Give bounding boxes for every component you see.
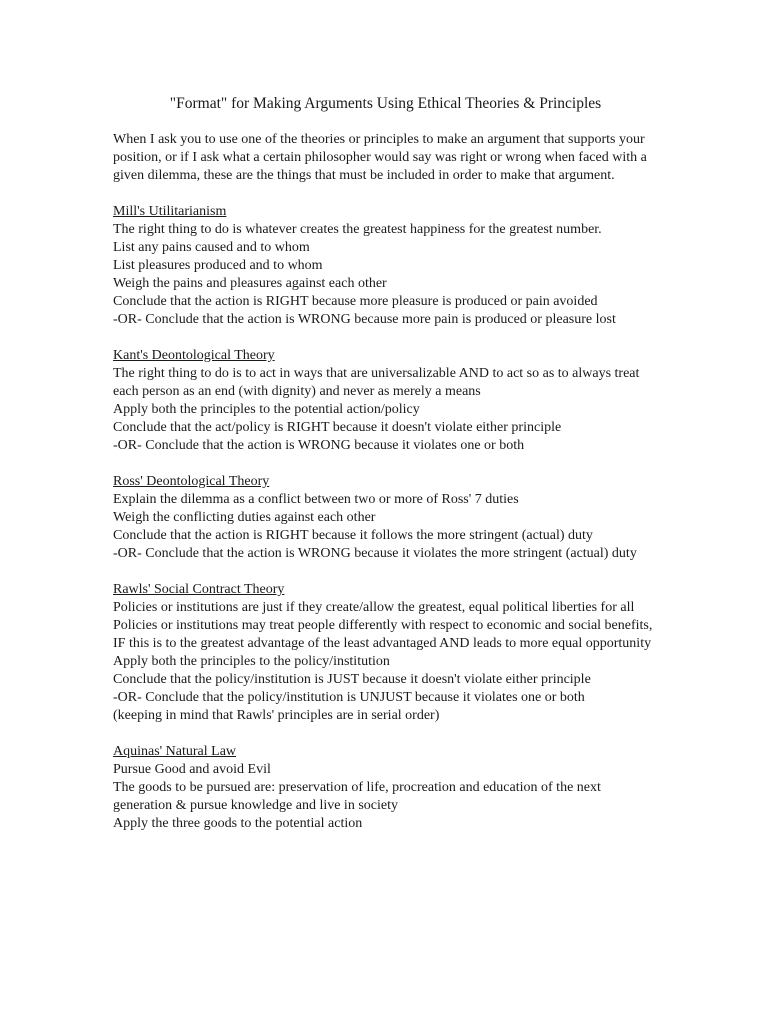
section-line: Conclude that the action is RIGHT because more pleasure is produced or pain avoided xyxy=(113,294,598,309)
section-line: Conclude that the action is RIGHT because it follows the more stringent (actual) duty xyxy=(113,528,593,543)
section-line: Apply both the principles to the policy/institution xyxy=(113,654,390,669)
section-line: Explain the dilemma as a conflict between two or more of Ross' 7 duties xyxy=(113,492,519,507)
section-ross xyxy=(113,473,658,563)
intro-paragraph: When I ask you to use one of the theories or principles to make an argument that supports your position, or if I ask what a certain philosopher would say was right or wrong when faced with a given dilemma, these are the things that must be included in order to make that argument. xyxy=(113,132,647,183)
section-heading: Mill's Utilitarianism xyxy=(113,204,227,219)
section-line: -OR- Conclude that the policy/institution is UNJUST because it violates one or both xyxy=(113,690,585,705)
section-line: (keeping in mind that Rawls' principles are in serial order) xyxy=(113,708,440,723)
section-line: Pursue Good and avoid Evil xyxy=(113,762,271,777)
section-line: Conclude that the policy/institution is JUST because it doesn't violate either principle xyxy=(113,672,591,687)
section-rawls xyxy=(113,581,658,725)
document-page xyxy=(113,94,658,851)
section-line: Weigh the pains and pleasures against each other xyxy=(113,276,387,291)
section-aquinas xyxy=(113,743,658,833)
section-line: Apply both the principles to the potential action/policy xyxy=(113,402,420,417)
section-heading: Kant's Deontological Theory xyxy=(113,348,275,363)
section-line: The right thing to do is to act in ways that are universalizable AND to act so as to always treat each person as an end (with dignity) and never as merely a means xyxy=(113,366,640,399)
section-line: The right thing to do is whatever creates the greatest happiness for the greatest number. xyxy=(113,222,602,237)
section-line: -OR- Conclude that the action is WRONG because it violates the more stringent (actual) duty xyxy=(113,546,637,561)
section-kant xyxy=(113,347,658,455)
document-title: "Format" for Making Arguments Using Ethical Theories & Principles xyxy=(169,95,602,112)
section-line: Policies or institutions are just if they create/allow the greatest, equal political liberties for all xyxy=(113,600,635,615)
section-line: Weigh the conflicting duties against each other xyxy=(113,510,376,525)
section-line: -OR- Conclude that the action is WRONG because it violates one or both xyxy=(113,438,525,453)
section-line: List pleasures produced and to whom xyxy=(113,258,323,273)
section-line: The goods to be pursued are: preservation of life, procreation and education of the next generation & pursue knowledge and live in society xyxy=(113,780,601,813)
section-line: Policies or institutions may treat people differently with respect to economic and social benefits, IF this is to the greatest advantage of the least advantaged AND leads to more equal opportunity xyxy=(113,618,653,651)
section-line: -OR- Conclude that the action is WRONG because more pain is produced or pleasure lost xyxy=(113,312,616,327)
section-line: Conclude that the act/policy is RIGHT because it doesn't violate either principle xyxy=(113,420,562,435)
section-line: Apply the three goods to the potential action xyxy=(113,816,363,831)
section-heading: Ross' Deontological Theory xyxy=(113,474,270,489)
section-heading: Aquinas' Natural Law xyxy=(113,744,237,759)
section-heading: Rawls' Social Contract Theory xyxy=(113,582,285,597)
section-mill xyxy=(113,203,658,329)
section-line: List any pains caused and to whom xyxy=(113,240,310,255)
